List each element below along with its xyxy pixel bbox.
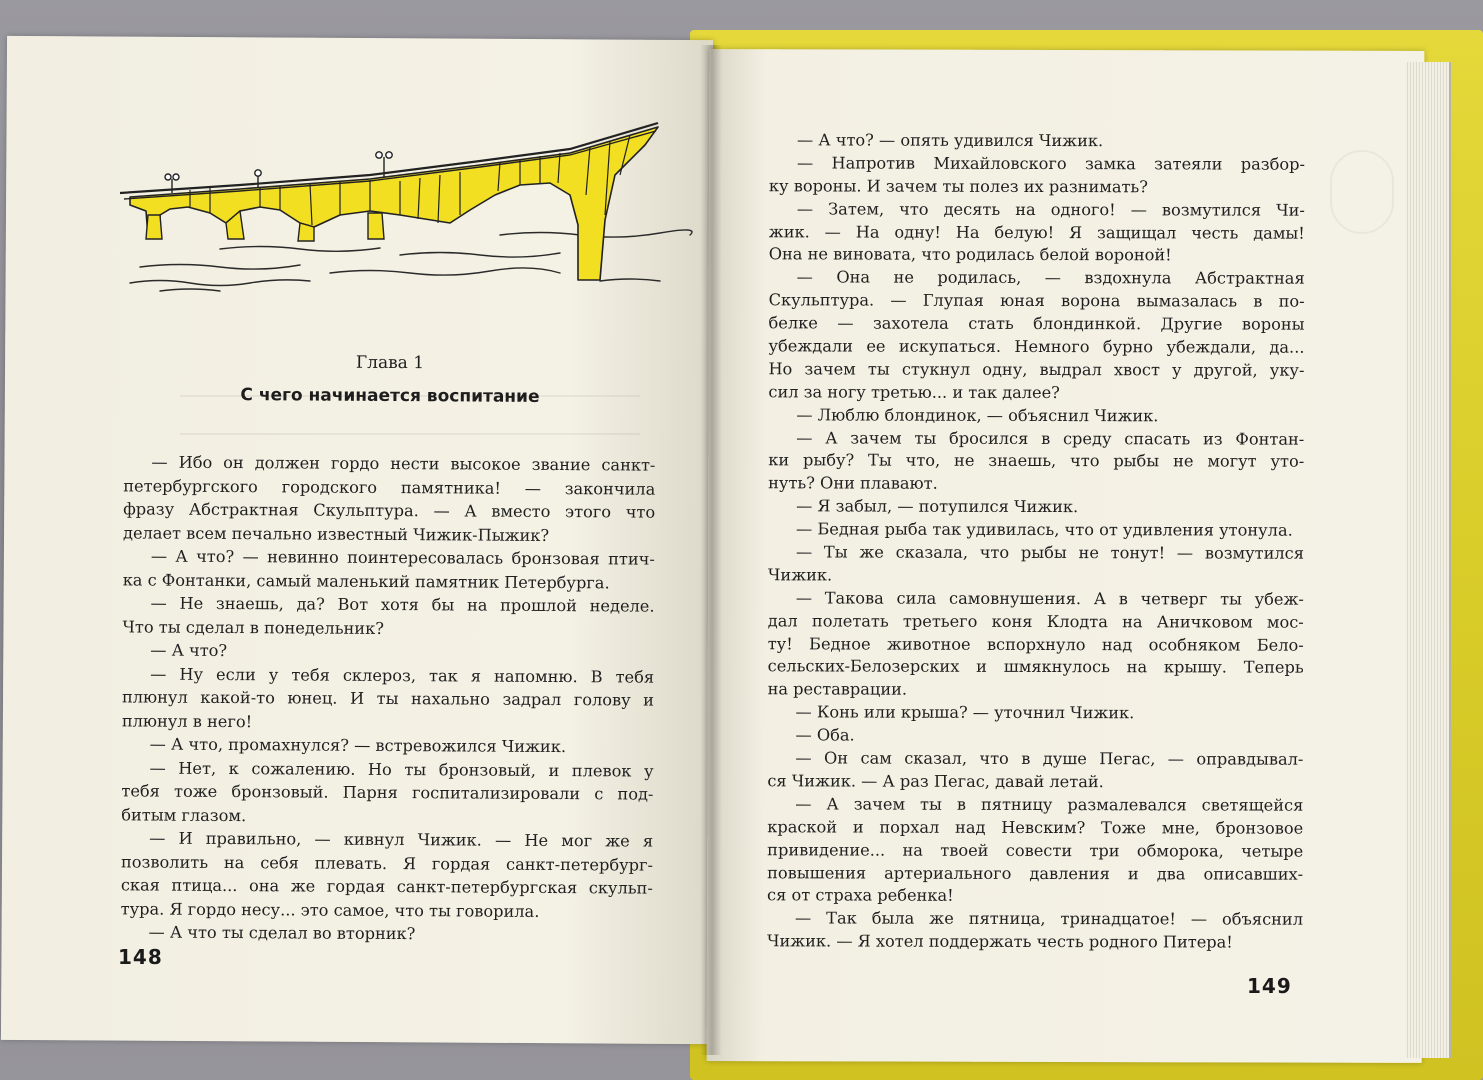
text-line: жик. — На одну! На белую! Я защищал честь дамы! — [768, 221, 1305, 243]
text-line: — Такова сила самовнушения. А в четверг ты убеж- — [795, 588, 1304, 609]
text-line: — Люблю блондинок, — объяснил Чижик. — [796, 405, 1159, 426]
text-line: Чижик. — Я хотел поддержать честь родного Питера! — [766, 931, 1233, 952]
text-line: убеждали ее искупаться. Немного бурно убеждали, да... — [768, 336, 1305, 357]
text-line: фразу Абстрактная Скульптура. — А вместо этого что — [123, 499, 656, 522]
text-line: плюнул в него! — [121, 710, 253, 731]
book-gutter — [700, 45, 722, 1055]
text-line: Скульптура. — Глупая юная ворона вымазалась в по- — [768, 290, 1305, 311]
text-line: — А зачем ты в пятницу размалевался светящейся — [795, 794, 1304, 815]
text-line: плюнул какой-то юнец. И ты нахально задрал голову и — [121, 687, 655, 710]
text-line: — А что? — опять удивился Чижик. — [797, 130, 1104, 151]
text-line: — А что? — невинно поинтересовалась бронзовая птич- — [150, 546, 655, 569]
text-line: делает всем печально известный Чижик-Пыжик? — [122, 522, 550, 545]
text-line: Она не виновата, что родилась белой вороной! — [768, 244, 1172, 265]
text-line: — Конь или крыша? — уточнил Чижик. — [795, 702, 1135, 723]
text-line: ту! Бедное животное вспорхнуло над особняком Бело- — [767, 633, 1304, 655]
text-line: — Затем, что десять на одного! — возмутился Чи- — [796, 199, 1305, 220]
text-line: Что ты сделал в понедельник? — [122, 616, 384, 638]
text-line: — Так была же пятница, тринадцатое! — объяснил — [794, 908, 1304, 929]
text-line: позволить на себя плевать. Я гордая санкт-петербург- — [120, 851, 654, 875]
text-line: ка с Фонтанки, самый маленький памятник Петербурга. — [122, 569, 610, 592]
text-line: — А зачем ты бросился в среду спасать из Фонтан- — [796, 427, 1305, 449]
text-line: ская птица... она же гордая санкт-петербургская скульп- — [120, 875, 653, 898]
right-page-text — [767, 129, 1305, 954]
text-line: сельских-Белозерских и шмякнулось на крышу. Теперь — [767, 656, 1304, 678]
text-line: петербургского городского памятника! — закончила — [123, 475, 656, 499]
text-line: — Он сам сказал, что в душе Пегас, — оправдывал- — [795, 748, 1304, 769]
text-line: ки рыбу? Ты что, не знаешь, что рыбы не могут уто- — [768, 450, 1305, 472]
text-line: — Ну если у тебя склероз, так я напомню. В тебя — [150, 664, 655, 687]
text-line: белке — захотела стать блондинкой. Другие вороны — [768, 313, 1305, 334]
text-line: привидение... на твоей совести три обморока, четыре — [767, 839, 1304, 861]
text-line: — А что ты сделал во вторник? — [148, 922, 416, 944]
text-line: — Ты же сказала, что рыбы не тонут! — возмутился — [795, 542, 1304, 563]
bridge-deck-fill — [130, 127, 658, 280]
text-line: — Нет, к сожалению. Но ты бронзовый, и плевок у — [149, 758, 654, 781]
text-line: ся от страха ребенка! — [767, 885, 954, 906]
text-line: на реставрации. — [767, 679, 908, 700]
text-line: краской и порхал над Невским? Тоже мне, бронзовое — [767, 817, 1304, 838]
text-line: повышения артериального давления и два описавших- — [767, 862, 1304, 884]
text-line: — Бедная рыба так удивилась, что от удивления утонула. — [796, 519, 1293, 540]
left-page-text — [120, 450, 655, 947]
text-line: — А что? — [150, 640, 228, 661]
text-line: — Она не родилась, — вздохнула Абстрактная — [796, 267, 1305, 289]
text-line: Но зачем ты стукнул одну, выдрал хвост у другой, уку- — [768, 359, 1305, 380]
bridge-illustration — [100, 115, 700, 305]
text-line: — Напротив Михайловского замка затеяли разбор- — [796, 153, 1306, 174]
page-number-right: 149 — [1247, 974, 1292, 998]
text-line: нуть? Они плавают. — [768, 473, 938, 494]
text-line: — Ибо он должен гордо нести высокое звание санкт- — [151, 452, 656, 475]
text-line: — Не знаешь, да? Вот хотя бы на прошлой неделе. — [150, 593, 655, 616]
text-line: ку вороны. И зачем ты полез их разнимать? — [768, 176, 1148, 197]
text-line: Чижик. — [767, 565, 833, 585]
text-line: — А что, промахнулся? — встревожился Чижик. — [149, 734, 567, 757]
text-line: тура. Я гордо несу... это самое, что ты говорила. — [120, 898, 540, 921]
text-line: сил за ногу третью... и так далее? — [768, 382, 1060, 402]
bleed-through-right — [1330, 150, 1394, 234]
text-line: — Я забыл, — потупился Чижик. — [796, 496, 1079, 517]
chapter-title: С чего начинается воспитание — [240, 385, 540, 407]
text-line: ся Чижик. — А раз Пегас, давай летай. — [767, 771, 1104, 792]
chapter-number: Глава 1 — [355, 352, 425, 374]
text-line: — Оба. — [795, 725, 855, 745]
text-line: битым глазом. — [121, 804, 247, 825]
text-line: — И правильно, — кивнул Чижик. — Не мог же я — [149, 828, 654, 851]
page-number-left: 148 — [118, 945, 163, 969]
page-edges — [1405, 62, 1451, 1058]
text-line: дал полетать третьего коня Клодта на Аничковом мос- — [767, 611, 1304, 632]
text-line: тебя тоже бронзовый. Парня госпитализировали с под- — [121, 781, 654, 804]
